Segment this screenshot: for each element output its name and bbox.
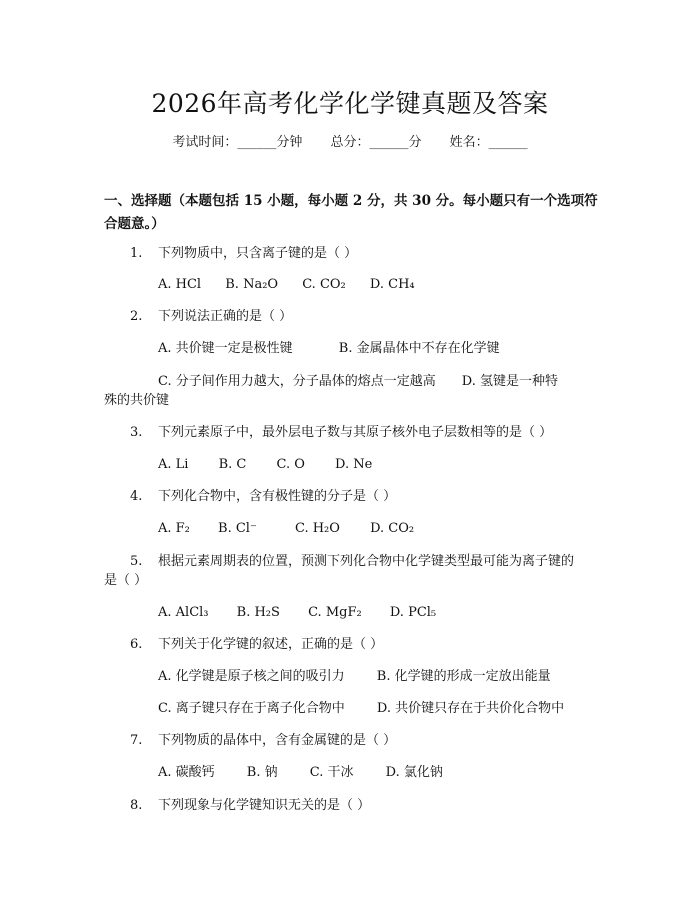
question-5-text-continued: 是（ ）: [104, 573, 148, 588]
option-d: D. PCl₅: [389, 605, 437, 620]
section-heading-line1: 一、选择题（本题包括 15 小题，每小题 2 分，共 30 分。每小题只有一个选项符: [104, 193, 598, 209]
option-b: B. Cl⁻: [218, 521, 257, 536]
option-b: B. 钠: [246, 765, 278, 780]
question-2: [130, 305, 605, 328]
option-c: C. 干冰: [309, 765, 354, 780]
option-d: D. 共价键只存在于共价化合物中: [376, 701, 565, 716]
option-c: C. 离子键只存在于离子化合物中: [158, 701, 345, 716]
option-a: A. F₂: [158, 521, 190, 536]
total-score-field: 总分：______分: [330, 135, 422, 150]
option-c-d-line: C. 分子间作用力越大，分子晶体的熔点一定越高 D. 氢键是一种特: [158, 374, 558, 389]
question-text: 下列物质中，只含离子键的是（ ）: [158, 246, 358, 261]
question-number: 4.: [130, 489, 143, 504]
option-b: B. 化学键的形成一定放出能量: [376, 669, 551, 684]
section-heading-line2: 合题意。）: [104, 216, 165, 232]
section-heading: [104, 190, 604, 236]
option-a: A. 共价键一定是极性键: [158, 341, 293, 356]
exam-time-field: 考试时间：______分钟: [172, 135, 303, 150]
question-text: 下列说法正确的是（ ）: [158, 309, 293, 324]
question-6: [130, 633, 605, 656]
question-4-options: [158, 517, 603, 540]
question-number: 2.: [130, 309, 143, 324]
question-number: 7.: [130, 733, 143, 748]
question-3-options: [158, 453, 603, 476]
option-c: C. CO₂: [302, 277, 346, 292]
option-b: B. C: [218, 457, 247, 472]
question-number: 6.: [130, 637, 143, 652]
question-number: 8.: [130, 798, 143, 813]
question-7: [130, 729, 605, 752]
option-d: D. Ne: [335, 457, 373, 472]
question-text: 下列现象与化学键知识无关的是（ ）: [158, 798, 371, 813]
question-1: [130, 242, 605, 265]
question-4: [130, 485, 605, 508]
question-7-options: [158, 761, 603, 784]
option-c: C. MgF₂: [308, 605, 362, 620]
question-text: 根据元素周期表的位置，预测下列化合物中化学键类型最可能为离子键的: [158, 554, 575, 569]
option-d: D. CO₂: [370, 521, 415, 536]
option-d: D. CH₄: [369, 277, 415, 292]
question-text: 下列关于化学键的叙述，正确的是（ ）: [158, 637, 384, 652]
question-5-options: [158, 601, 603, 624]
question-3: [130, 421, 605, 444]
question-text: 下列物质的晶体中，含有金属键的是（ ）: [158, 733, 397, 748]
question-text: 下列化合物中，含有极性键的分子是（ ）: [158, 489, 397, 504]
question-number: 1.: [130, 246, 143, 261]
option-b: B. H₂S: [236, 605, 280, 620]
option-a: A. 化学键是原子核之间的吸引力: [158, 669, 345, 684]
question-6-options-row1: [158, 665, 603, 688]
option-a: A. Li: [158, 457, 189, 472]
question-1-options: [158, 273, 603, 296]
option-a: A. HCl: [158, 277, 202, 292]
option-c: C. O: [276, 457, 305, 472]
option-a: A. AlCl₃: [158, 605, 209, 620]
question-8: [130, 794, 605, 817]
option-b: B. 金属晶体中不存在化学键: [338, 341, 500, 356]
option-d-continued: 殊的共价键: [104, 393, 170, 408]
option-a: A. 碳酸钙: [158, 765, 215, 780]
page-title: 2026年高考化学化学键真题及答案: [151, 89, 549, 118]
option-c: C. H₂O: [294, 521, 340, 536]
question-2-options-row1: [158, 337, 603, 360]
option-b: B. Na₂O: [225, 277, 279, 292]
question-number: 3.: [130, 425, 143, 440]
student-name-field: 姓名：______: [449, 135, 528, 150]
option-d: D. 氯化钠: [385, 765, 443, 780]
exam-meta: [0, 131, 700, 150]
question-text: 下列元素原子中，最外层电子数与其原子核外电子层数相等的是（ ）: [158, 425, 553, 440]
question-number: 5.: [130, 554, 143, 569]
question-6-options-row2: [158, 697, 603, 720]
